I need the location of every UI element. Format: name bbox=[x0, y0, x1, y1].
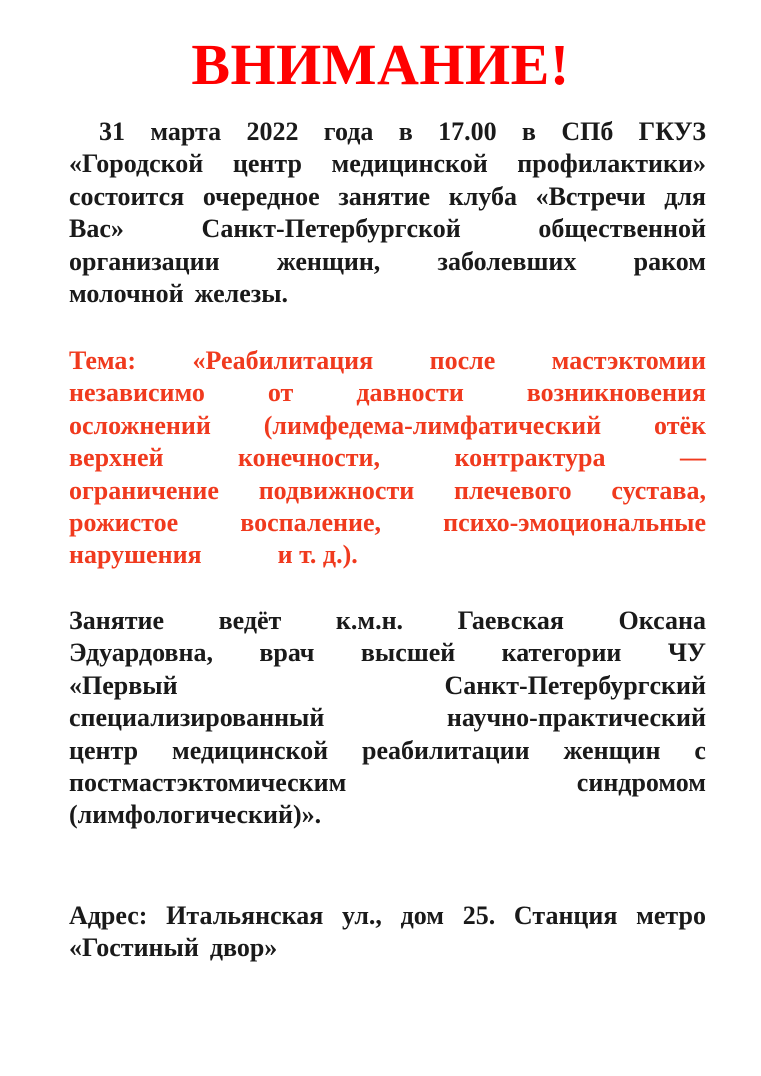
word: «Городской bbox=[69, 149, 204, 179]
text-line bbox=[69, 539, 706, 571]
word: ул., bbox=[341, 901, 382, 930]
word: медицинской bbox=[331, 149, 488, 179]
word: верхней bbox=[69, 443, 164, 473]
word: реабилитации bbox=[362, 735, 530, 765]
word: специализированный bbox=[69, 703, 325, 733]
text-line bbox=[69, 116, 706, 148]
word: «Первый bbox=[69, 670, 178, 700]
word: двор» bbox=[209, 933, 278, 963]
word: психо-эмоциональные bbox=[443, 507, 706, 537]
word: клуба bbox=[448, 181, 517, 211]
word: организации bbox=[69, 246, 220, 276]
word: центр bbox=[232, 149, 302, 179]
word: после bbox=[429, 346, 496, 375]
word: марта bbox=[150, 117, 222, 146]
word: центр bbox=[69, 735, 139, 765]
word: общественной bbox=[538, 214, 706, 244]
text-line bbox=[69, 475, 706, 507]
word: давности bbox=[356, 378, 464, 408]
topic-paragraph bbox=[69, 345, 706, 572]
word: 2022 bbox=[246, 117, 299, 146]
word: (лимфологический)». bbox=[69, 800, 322, 830]
word: в bbox=[398, 117, 413, 146]
word: «Встречи bbox=[535, 181, 646, 211]
word: Адрес: bbox=[69, 901, 148, 930]
word: независимо bbox=[69, 378, 205, 408]
word: рожистое bbox=[69, 507, 179, 537]
text-line bbox=[69, 213, 706, 245]
text-line bbox=[69, 507, 706, 539]
word: категории bbox=[501, 638, 622, 668]
word: раком bbox=[633, 246, 706, 276]
lecturer-paragraph bbox=[69, 605, 706, 832]
announcement-paragraph bbox=[69, 116, 706, 310]
word: синдромом bbox=[576, 767, 706, 797]
word: очередное bbox=[202, 181, 320, 211]
word: отёк bbox=[654, 410, 706, 440]
text-line bbox=[69, 246, 706, 278]
word: для bbox=[664, 181, 706, 211]
word: контрактура bbox=[454, 443, 606, 473]
word: подвижности bbox=[258, 475, 415, 505]
text-line bbox=[69, 181, 706, 213]
word: воспаление, bbox=[240, 507, 382, 537]
word: 25. bbox=[462, 901, 496, 930]
word: — bbox=[680, 443, 706, 473]
word: сустава, bbox=[611, 475, 706, 505]
word: мастэктомии bbox=[551, 346, 706, 375]
word: «Гостиный bbox=[69, 933, 199, 963]
word: состоится bbox=[69, 181, 185, 211]
word: СПб bbox=[561, 117, 614, 146]
text-line bbox=[69, 442, 706, 474]
text-line bbox=[69, 900, 706, 932]
word: в bbox=[521, 117, 536, 146]
word: Гаевская bbox=[457, 606, 564, 635]
text-line bbox=[69, 345, 706, 377]
word: женщин, bbox=[276, 246, 381, 276]
text-line bbox=[69, 148, 706, 180]
text-line bbox=[69, 767, 706, 799]
word: железы. bbox=[194, 278, 288, 308]
word: Итальянская bbox=[166, 901, 324, 930]
word: года bbox=[323, 117, 374, 146]
word: молочной bbox=[69, 278, 184, 308]
word: возникновения bbox=[526, 378, 706, 408]
word: Тема: bbox=[69, 346, 137, 375]
word: Занятие bbox=[69, 606, 165, 635]
text-line bbox=[69, 932, 706, 964]
page-title: ВНИМАНИЕ! bbox=[191, 32, 570, 97]
word: медицинской bbox=[171, 735, 329, 765]
text-line bbox=[69, 377, 706, 409]
word: занятие bbox=[338, 181, 431, 211]
text-line bbox=[69, 799, 706, 831]
word: 31 bbox=[99, 117, 125, 146]
word: Вас» bbox=[69, 214, 124, 244]
word: к.м.н. bbox=[335, 606, 404, 635]
word: плечевого bbox=[453, 475, 572, 505]
word: ЧУ bbox=[667, 638, 706, 668]
text-line bbox=[69, 735, 706, 767]
text-line bbox=[69, 702, 706, 734]
word: врач bbox=[259, 638, 315, 668]
word: нарушения bbox=[69, 540, 202, 570]
word: 17.00 bbox=[438, 117, 497, 146]
address-paragraph bbox=[69, 900, 706, 965]
word: Оксана bbox=[618, 606, 706, 635]
word: ГКУЗ bbox=[638, 117, 706, 146]
word: метро bbox=[636, 901, 706, 930]
word: заболевших bbox=[437, 246, 577, 276]
word: конечности, bbox=[238, 443, 380, 473]
word: ограничение bbox=[69, 475, 219, 505]
text-line bbox=[69, 670, 706, 702]
word: Эдуардовна, bbox=[69, 638, 213, 668]
word: с bbox=[694, 735, 706, 765]
word: ведёт bbox=[218, 606, 282, 635]
word: научно-практический bbox=[446, 703, 706, 733]
word: «Реабилитация bbox=[192, 346, 374, 375]
word: высшей bbox=[360, 638, 456, 668]
word: женщин bbox=[563, 735, 661, 765]
word: постмастэктомическим bbox=[69, 767, 347, 797]
word: Станция bbox=[513, 901, 618, 930]
word: дом bbox=[400, 901, 445, 930]
text-line bbox=[69, 605, 706, 637]
word: осложнений bbox=[69, 410, 211, 440]
text-line bbox=[69, 410, 706, 442]
word: Санкт-Петербургский bbox=[444, 670, 706, 700]
word: (лимфедема-лимфатический bbox=[263, 410, 602, 440]
text-line bbox=[69, 278, 706, 310]
text-line bbox=[69, 637, 706, 669]
word: и т. д.). bbox=[277, 540, 358, 570]
word: от bbox=[267, 378, 294, 408]
word: профилактики» bbox=[517, 149, 706, 179]
word: Санкт-Петербургской bbox=[201, 214, 461, 244]
